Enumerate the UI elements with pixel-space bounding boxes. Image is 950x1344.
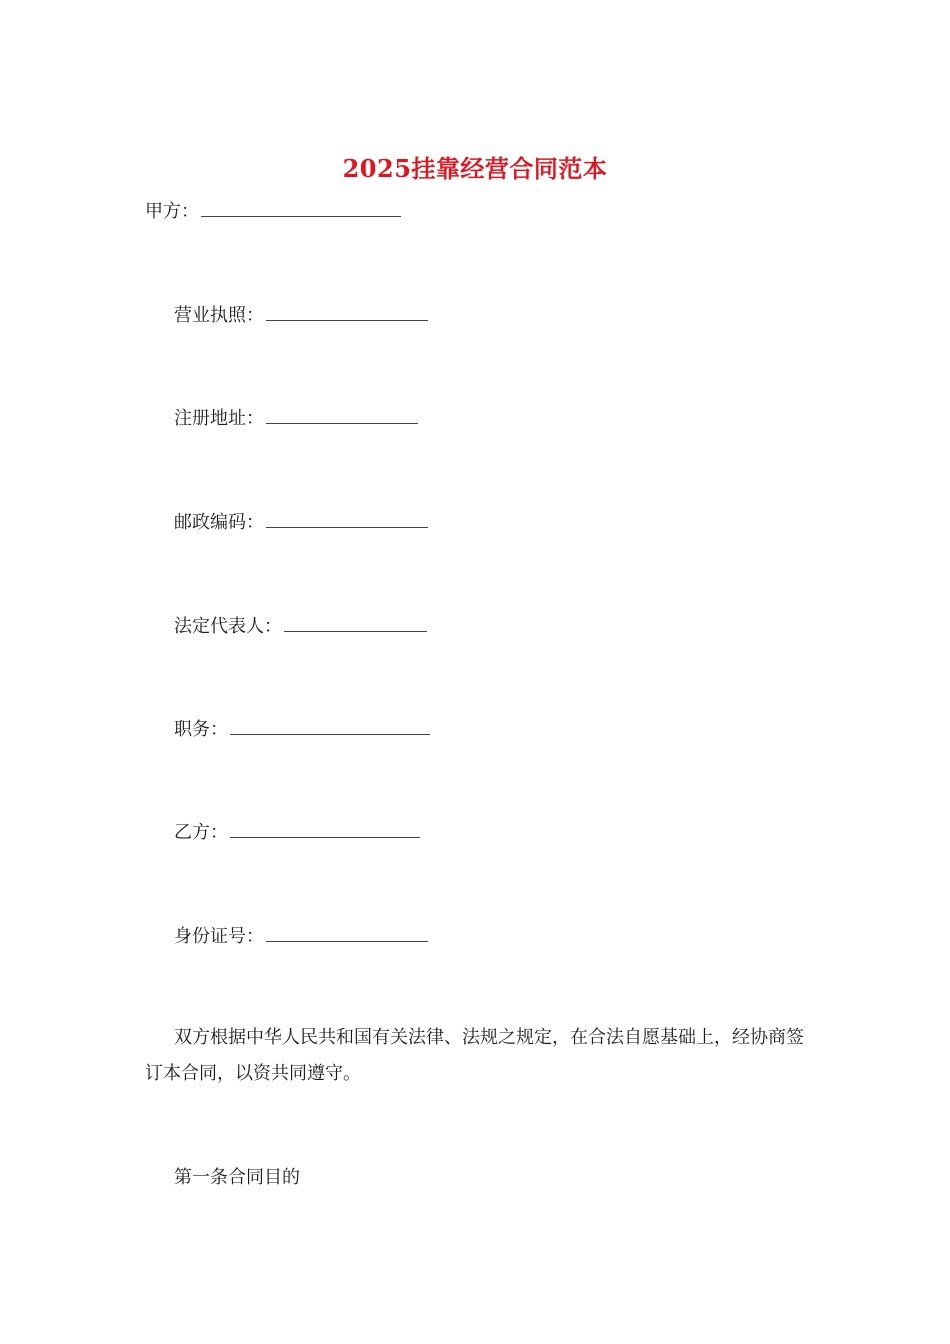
party-a-field — [145, 198, 401, 225]
legal-representative-blank — [284, 613, 427, 632]
party-a-label: 甲方： — [145, 201, 199, 222]
id-number-field — [174, 923, 428, 950]
postal-code-field — [174, 509, 428, 536]
legal-representative-field — [174, 613, 427, 640]
party-b-blank — [230, 819, 420, 838]
intro-paragraph: 双方根据中华人民共和国有关法律、法规之规定，在合法自愿基础上，经协商签订本合同，以资共同遵守。 — [145, 1027, 804, 1084]
document-title: 2025挂靠经营合同范本 — [342, 154, 608, 183]
section-heading: 第一条合同目的 — [174, 1167, 300, 1188]
postal-code-blank — [266, 509, 428, 528]
business-license-field — [174, 302, 428, 329]
party-b-label: 乙方： — [174, 822, 228, 843]
id-number-label: 身份证号： — [174, 926, 264, 947]
position-blank — [230, 716, 430, 735]
id-number-blank — [266, 923, 428, 942]
business-license-label: 营业执照： — [174, 305, 264, 326]
postal-code-label: 邮政编码： — [174, 512, 264, 533]
party-b-field — [174, 819, 420, 846]
registered-address-field — [174, 405, 418, 432]
position-label: 职务： — [174, 719, 228, 740]
party-a-blank — [201, 198, 401, 217]
position-field — [174, 716, 430, 743]
business-license-blank — [266, 302, 428, 321]
registered-address-blank — [266, 405, 418, 424]
registered-address-label: 注册地址： — [174, 408, 264, 429]
legal-representative-label: 法定代表人： — [174, 616, 282, 637]
